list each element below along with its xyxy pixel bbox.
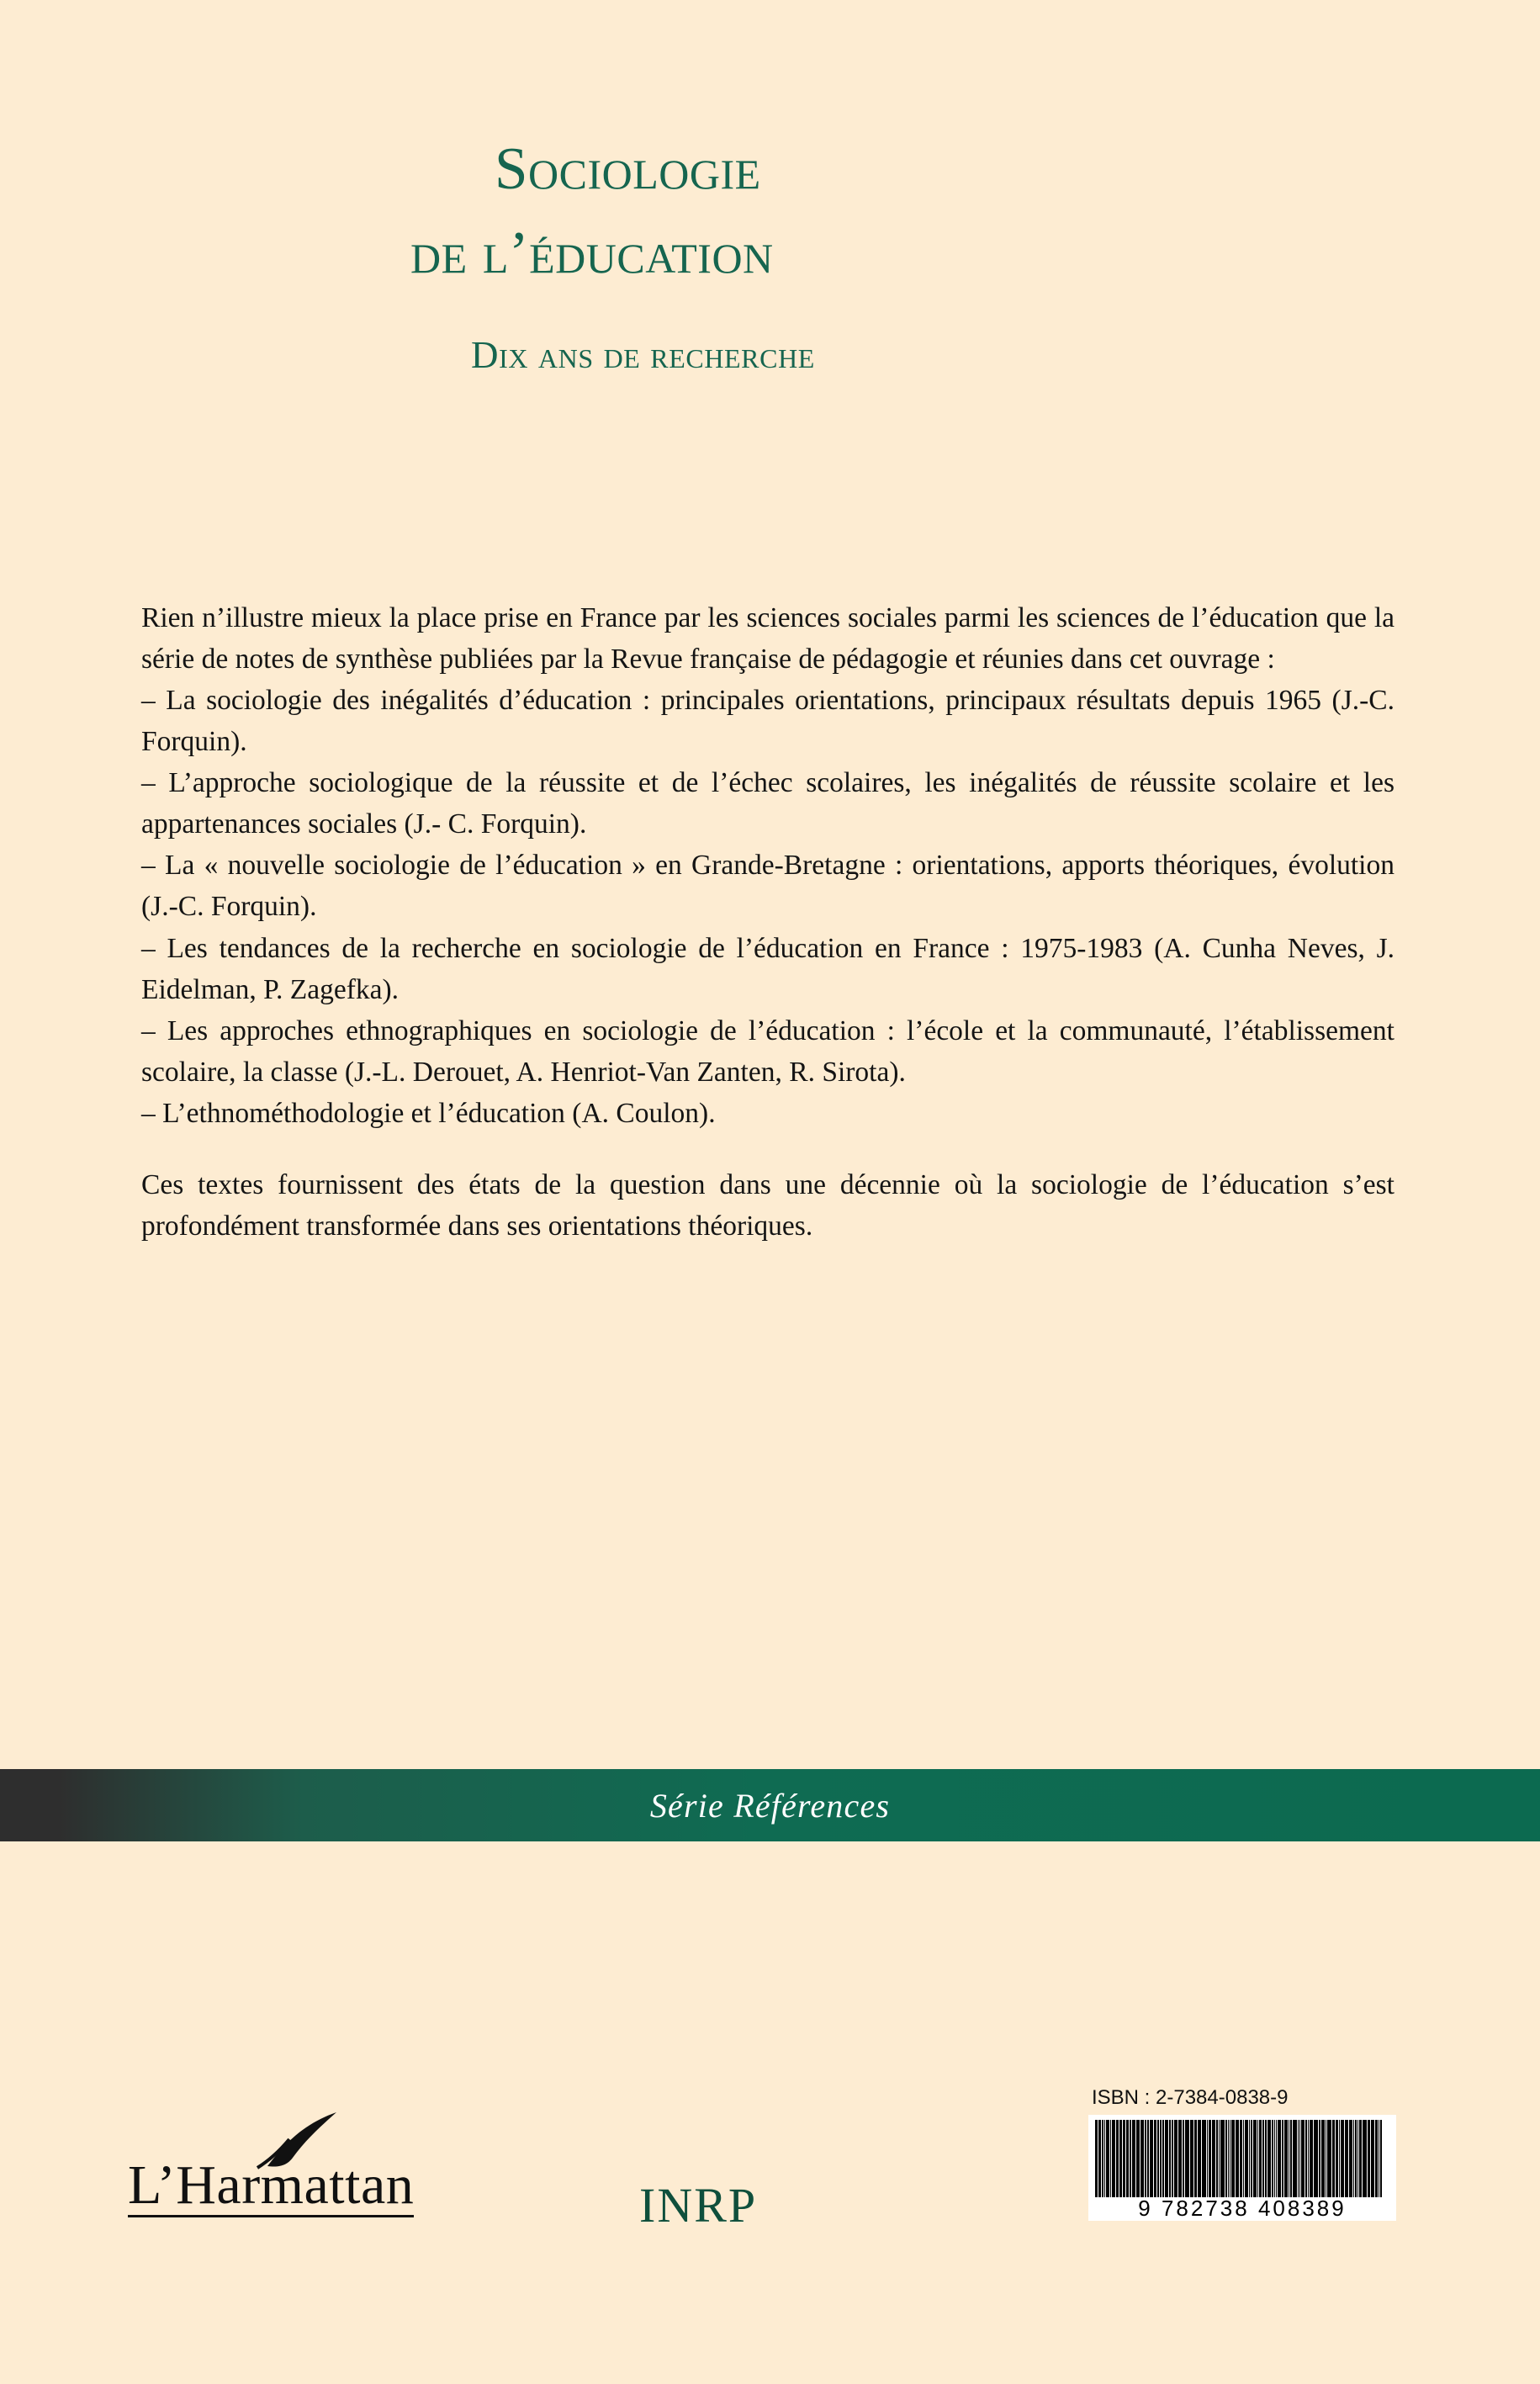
barcode-digits: 9 782738 408389 — [1138, 2196, 1347, 2221]
series-band — [0, 1769, 1540, 1841]
blurb-closing: Ces textes fournissent des états de la question dans une décennie où la sociologie de l’éducation s’est profondément transformée dans ses orientations théoriques. — [141, 1168, 1394, 1242]
barcode — [1088, 2115, 1396, 2221]
book-subtitle: Dix ans de recherche — [471, 333, 815, 376]
barcode-bars — [1095, 2120, 1389, 2197]
publisher-logo — [128, 2154, 464, 2217]
isbn-block — [1088, 2086, 1400, 2221]
blurb-intro: Rien n’illustre mieux la place prise en France par les sciences sociales parmi les sciences de l’éducation que la série de notes de synthèse publiées par la Revue française de pédagogie et réunies dans cet ouvrage : — [141, 602, 1394, 675]
blurb-list-item: – L’ethnométhodologie et l’éducation (A. Coulon). — [141, 1097, 716, 1129]
publisher-logo-text: L’Harmattan — [128, 2154, 415, 2216]
book-title-line-1: Sociologie — [495, 136, 761, 202]
blurb-list-item: – L’approche sociologique de la réussite et de l’échec scolaires, les inégalités de réussite scolaire et les appartenances sociales (J.- C. Forquin). — [141, 767, 1394, 840]
blurb-list-item: – La « nouvelle sociologie de l’éducation » en Grande-Bretagne : orientations, apports théoriques, évolution (J.-C. Forquin). — [141, 850, 1394, 923]
blurb-list-item: – Les tendances de la recherche en sociologie de l’éducation en France : 1975-1983 (A. Cunha Neves, J. Eidelman, P. Zagefka). — [141, 932, 1394, 1005]
blurb-list-item: – Les approches ethnographiques en sociologie de l’éducation : l’école et la communauté, l’établissement scolaire, la classe (J.-L. Derouet, A. Henriot-Van Zanten, R. Sirota). — [141, 1015, 1394, 1088]
isbn-label: ISBN : 2-7384-0838-9 — [1092, 2086, 1289, 2109]
back-cover-blurb — [141, 597, 1394, 1247]
quill-icon — [256, 2111, 357, 2169]
title-block — [0, 135, 1540, 377]
copublisher-logo: INRP — [639, 2178, 758, 2233]
series-label: Série Références — [649, 1786, 891, 1825]
blurb-list-item: – La sociologie des inégalités d’éducation : principales orientations, principaux résultats depuis 1965 (J.-C. Forquin). — [141, 685, 1394, 758]
book-title-line-2: de l’éducation — [410, 220, 774, 286]
